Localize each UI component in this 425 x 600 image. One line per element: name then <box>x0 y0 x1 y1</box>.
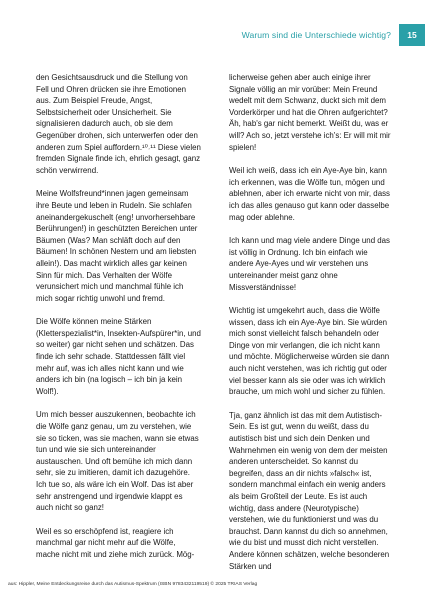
running-head: Warum sind die Unterschiede wichtig? <box>241 30 391 40</box>
right-text-column <box>229 72 394 584</box>
paragraph: Weil ich weiß, dass ich ein Aye-Aye bin, kann ich erkennen, was die Wölfe tun, mögen und ablehnen, aber ich erwarte nicht von mir, dass ich das alles genauso gut kann oder dasselbe mag oder ablehne. <box>229 166 390 222</box>
paragraph: Weil es so erschöpfend ist, reagiere ich manchmal gar nicht mehr auf die Wölfe, mache nicht mit und ziehe mich zurück. Mög- <box>36 526 195 559</box>
paragraph: den Gesichtsausdruck und die Stellung von Fell und Ohren drücken sie ihre Emotionen aus. Zum Beispiel Freude, Angst, Selbstsicherheit oder Unsicherheit. Sie signalisieren dadurch auch, ob sie dem Gegenüber drohen, sich unterwerfen oder den anderen zum Spiel auffordern.¹⁰˒¹¹ Diese vielen fremden Signale finde ich, ehrlich gesagt, ganz schön verwirrend. <box>36 73 201 175</box>
left-text-column <box>36 72 201 573</box>
paragraph: licherweise gehen aber auch einige ihrer Signale völlig an mir vorüber: Mein Freund wedelt mit dem Schwanz, duckt sich mit dem Vorderkörper und hat die Ohren aufgerichtet? Äh, hab's gar nicht bemerkt. Weißt du, was er will? Ach so, jetzt verstehe ich's: Er will mit mir spielen! <box>229 73 391 152</box>
citation-footer: aus: Hippler, Meine Entdeckungsreise durch das Autismus-Spektrum (ISBN 9783432119519) © 2025 TRIAS Verlag <box>8 582 258 587</box>
paragraph: Um mich besser auszukennen, beobachte ich die Wölfe ganz genau, um zu verstehen, wie sie so ticken, was sie machen, wann sie etwas tun und wie sie sich untereinander austauschen. Und oft bemühe ich mich dann sehr, sie zu imitieren, damit ich dazugehöre. Ich tue so, als wäre ich ein Wolf. Das ist aber sehr anstrengend und irgendwie klappt es auch nicht so ganz! <box>36 410 199 513</box>
paragraph: Tja, ganz ähnlich ist das mit dem Autistisch-Sein. Es ist gut, wenn du weißt, dass du autistisch bist und sich dein Denken und Wahrnehmen ein wenig von dem der meisten anderen unterscheidet. So kannst du begreifen, dass an dir nichts »falsch« ist, sondern manchmal einfach ein wenig anders als beim Großteil der Leute. Es ist auch wichtig, dass andere (Neurotypische) verstehen, wie du funktionierst und was du brauchst. Dann kannst du dich so annehmen, wie du bist und musst dich nicht verstellen. Andere können schätzen, welche besonderen Stärken und <box>229 410 390 571</box>
paragraph: Ich kann und mag viele andere Dinge und das ist völlig in Ordnung. Ich bin einfach wie andere Aye-Ayes und wir verstehen uns untereinander meist ganz ohne Missverständnisse! <box>229 236 390 292</box>
paragraph: Wichtig ist umgekehrt auch, dass die Wölfe wissen, dass ich ein Aye-Aye bin. Sie würden mich sonst vielleicht falsch behandeln oder Dinge von mir verlangen, die ich nicht kann und möchte. Möglicherweise würden sie dann auch nicht verstehen, was ich richtig gut oder viel besser kann als sie oder was ich wirklich brauche, um mich wohl und sicher zu fühlen. <box>229 306 390 397</box>
paragraph: Meine Wolfsfreund*innen jagen gemeinsam ihre Beute und leben in Rudeln. Sie schlafen aneinandergekuschelt (eng! unvorhersehbare Berührungen!) in geschützten Bereichen unter Bäumen (Was? Man schläft doch auf den Bäumen! In schönen Nestern und am liebsten allein!). Das macht wirklich alles gar keinen Sinn für mich. Das Verhalten der Wölfe verunsichert mich und manchmal fühle ich mich sogar richtig unwohl und fremd. <box>36 189 198 303</box>
page-number-badge: 15 <box>399 24 425 46</box>
page-header <box>242 24 425 46</box>
paragraph: Die Wölfe können meine Stärken (Kletterspezialist*in, Insekten-Aufspürer*in, und so weiter) gar nicht sehen und schätzen. Das finde ich sehr schade. Stattdessen fällt viel mehr auf, was ich alles nicht kann und wie anders ich bin (na logisch – ich bin ja kein Wolf!). <box>36 317 201 396</box>
